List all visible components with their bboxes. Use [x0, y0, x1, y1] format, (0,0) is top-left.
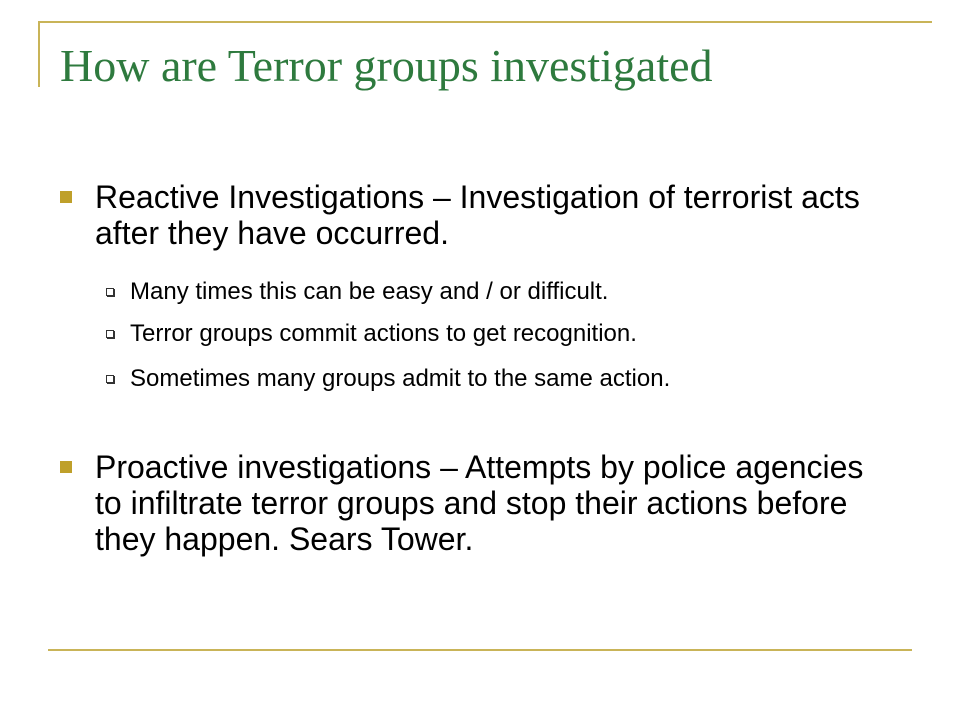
footer-rule: [48, 649, 912, 651]
subbullet-text: Sometimes many groups admit to the same action.: [130, 365, 671, 392]
bullet-reactive: [95, 179, 895, 251]
subbullet-easy-difficult: [130, 278, 870, 305]
title-rule-left: [38, 21, 40, 87]
bullet-proactive-text: Proactive investigations – Attempts by police agencies to infiltrate terror groups and stop their actions before they happen. Sears Tower.: [95, 449, 864, 557]
subbullet-text: Many times this can be easy and / or difficult.: [130, 278, 609, 305]
subbullet-recognition: [130, 320, 870, 347]
square-bullet-icon: [60, 191, 72, 203]
title-rule-top: [38, 21, 932, 23]
subbullet-text: Terror groups commit actions to get recognition.: [130, 320, 637, 347]
square-bullet-icon: [60, 461, 72, 473]
bullet-proactive: [95, 449, 895, 557]
subbullet-same-action: [130, 365, 870, 392]
hollow-square-bullet-icon: [106, 330, 114, 338]
slide-title: How are Terror groups investigated: [60, 40, 713, 91]
hollow-square-bullet-icon: [106, 288, 114, 296]
bullet-reactive-text: Reactive Investigations – Investigation of terrorist acts after they have occurred.: [95, 179, 860, 251]
hollow-square-bullet-icon: [106, 375, 114, 383]
